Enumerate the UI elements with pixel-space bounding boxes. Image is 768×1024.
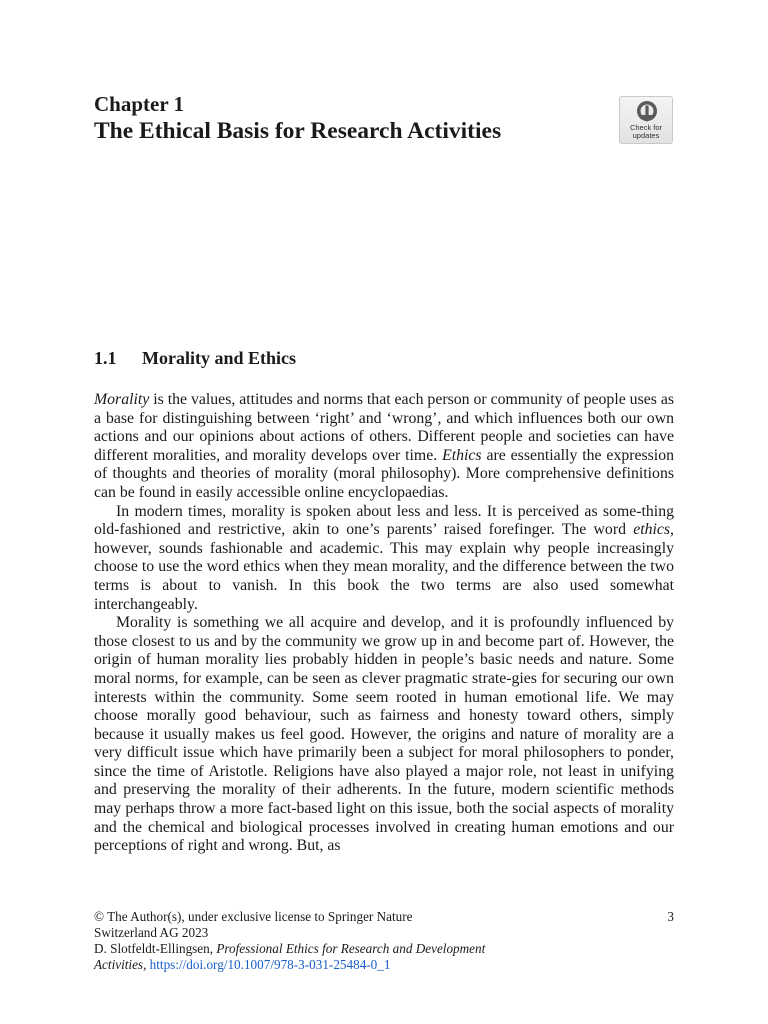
paragraph-2 xyxy=(94,503,674,615)
chapter-title: The Ethical Basis for Research Activities xyxy=(94,118,502,144)
badge-text xyxy=(620,124,672,140)
citation-line-1 xyxy=(94,941,674,957)
term-ethics-lowercase: ethics xyxy=(633,521,671,539)
section-number: 1.1 xyxy=(94,348,117,368)
page-number: 3 xyxy=(667,909,674,924)
book-title-part-2: Activities xyxy=(94,957,144,972)
citation-author: D. Slotfeldt-Ellingsen, xyxy=(94,941,217,956)
badge-line-1: Check for xyxy=(629,123,663,132)
paragraph-2-text-a: In modern times, morality is spoken about less and less. It is perceived as some-thing old-fashioned and restrictive, akin to one’s parents’ raised forefinger. The word xyxy=(94,502,674,539)
book-title-part-1: Professional Ethics for Research and Development xyxy=(216,941,486,956)
section-heading xyxy=(94,346,296,370)
paragraph-3: Morality is something we all acquire and develop, and it is profoundly influenced by those closest to us and by the community we grow up in and become part of. However, the origin of human morality lies probably hidden in people’s basic needs and nature. Some moral norms, for example, can be seen as clever pragmatic strate-gies for securing our own interests within the community. Some seem rooted in human emotional life. We may choose morally good behaviour, such as fairness and honesty toward others, simply because it usually makes us feel good. However, the origins and nature of morality are a very difficult issue which have primarily been a subject for moral philosophers to ponder, since the time of Aristotle. Religions have also played a major role, not least in unifying and preserving the morality of their adherents. In the future, modern scientific methods may perhaps throw a more fact-based light on this issue, both the social aspects of morality and the chemical and biological processes involved in creating human emotions and our perceptions of right and wrong. But, as xyxy=(94,614,674,855)
footer-citation xyxy=(94,909,674,973)
paragraph-1-text-b: are essentially the expression of thoughts and theories of morality (moral philosophy). More comprehensive definitions can be found in easily accessible online encyclopaedias. xyxy=(94,446,674,501)
term-morality: Morality xyxy=(94,391,150,408)
paragraph-2-text-b: , however, sounds fashionable and academic. This may explain why people increasingly choose to use the word ethics when they mean morality, and the difference between the two terms is about to vanish. In this book the two terms are also used somewhat interchangeably. xyxy=(94,521,674,613)
copyright-line-2: Switzerland AG 2023 xyxy=(94,925,209,940)
check-for-updates-badge[interactable] xyxy=(619,96,673,144)
citation-separator: , xyxy=(143,957,150,972)
paragraph-1-text-a: is the values, attitudes and norms that each person or community of people uses as a base for distinguishing between ‘right’ and ‘wrong’, and which influences both our own actions and our opinions about actions of others. Different people and societies can have different moralities, and morality develops over time. xyxy=(94,391,674,464)
paragraph-1 xyxy=(94,391,674,503)
chapter-label: Chapter 1 xyxy=(94,92,185,116)
citation-line-2 xyxy=(94,957,674,973)
section-title: Morality and Ethics xyxy=(142,348,297,368)
term-ethics: Ethics xyxy=(442,446,482,464)
check-for-updates-icon xyxy=(635,100,659,124)
body-text xyxy=(94,391,674,856)
doi-link[interactable]: https://doi.org/10.1007/978-3-031-25484-0_1 xyxy=(149,957,391,972)
copyright-line-1: © The Author(s), under exclusive license to Springer Nature xyxy=(94,909,413,924)
badge-line-2: updates xyxy=(632,131,660,140)
